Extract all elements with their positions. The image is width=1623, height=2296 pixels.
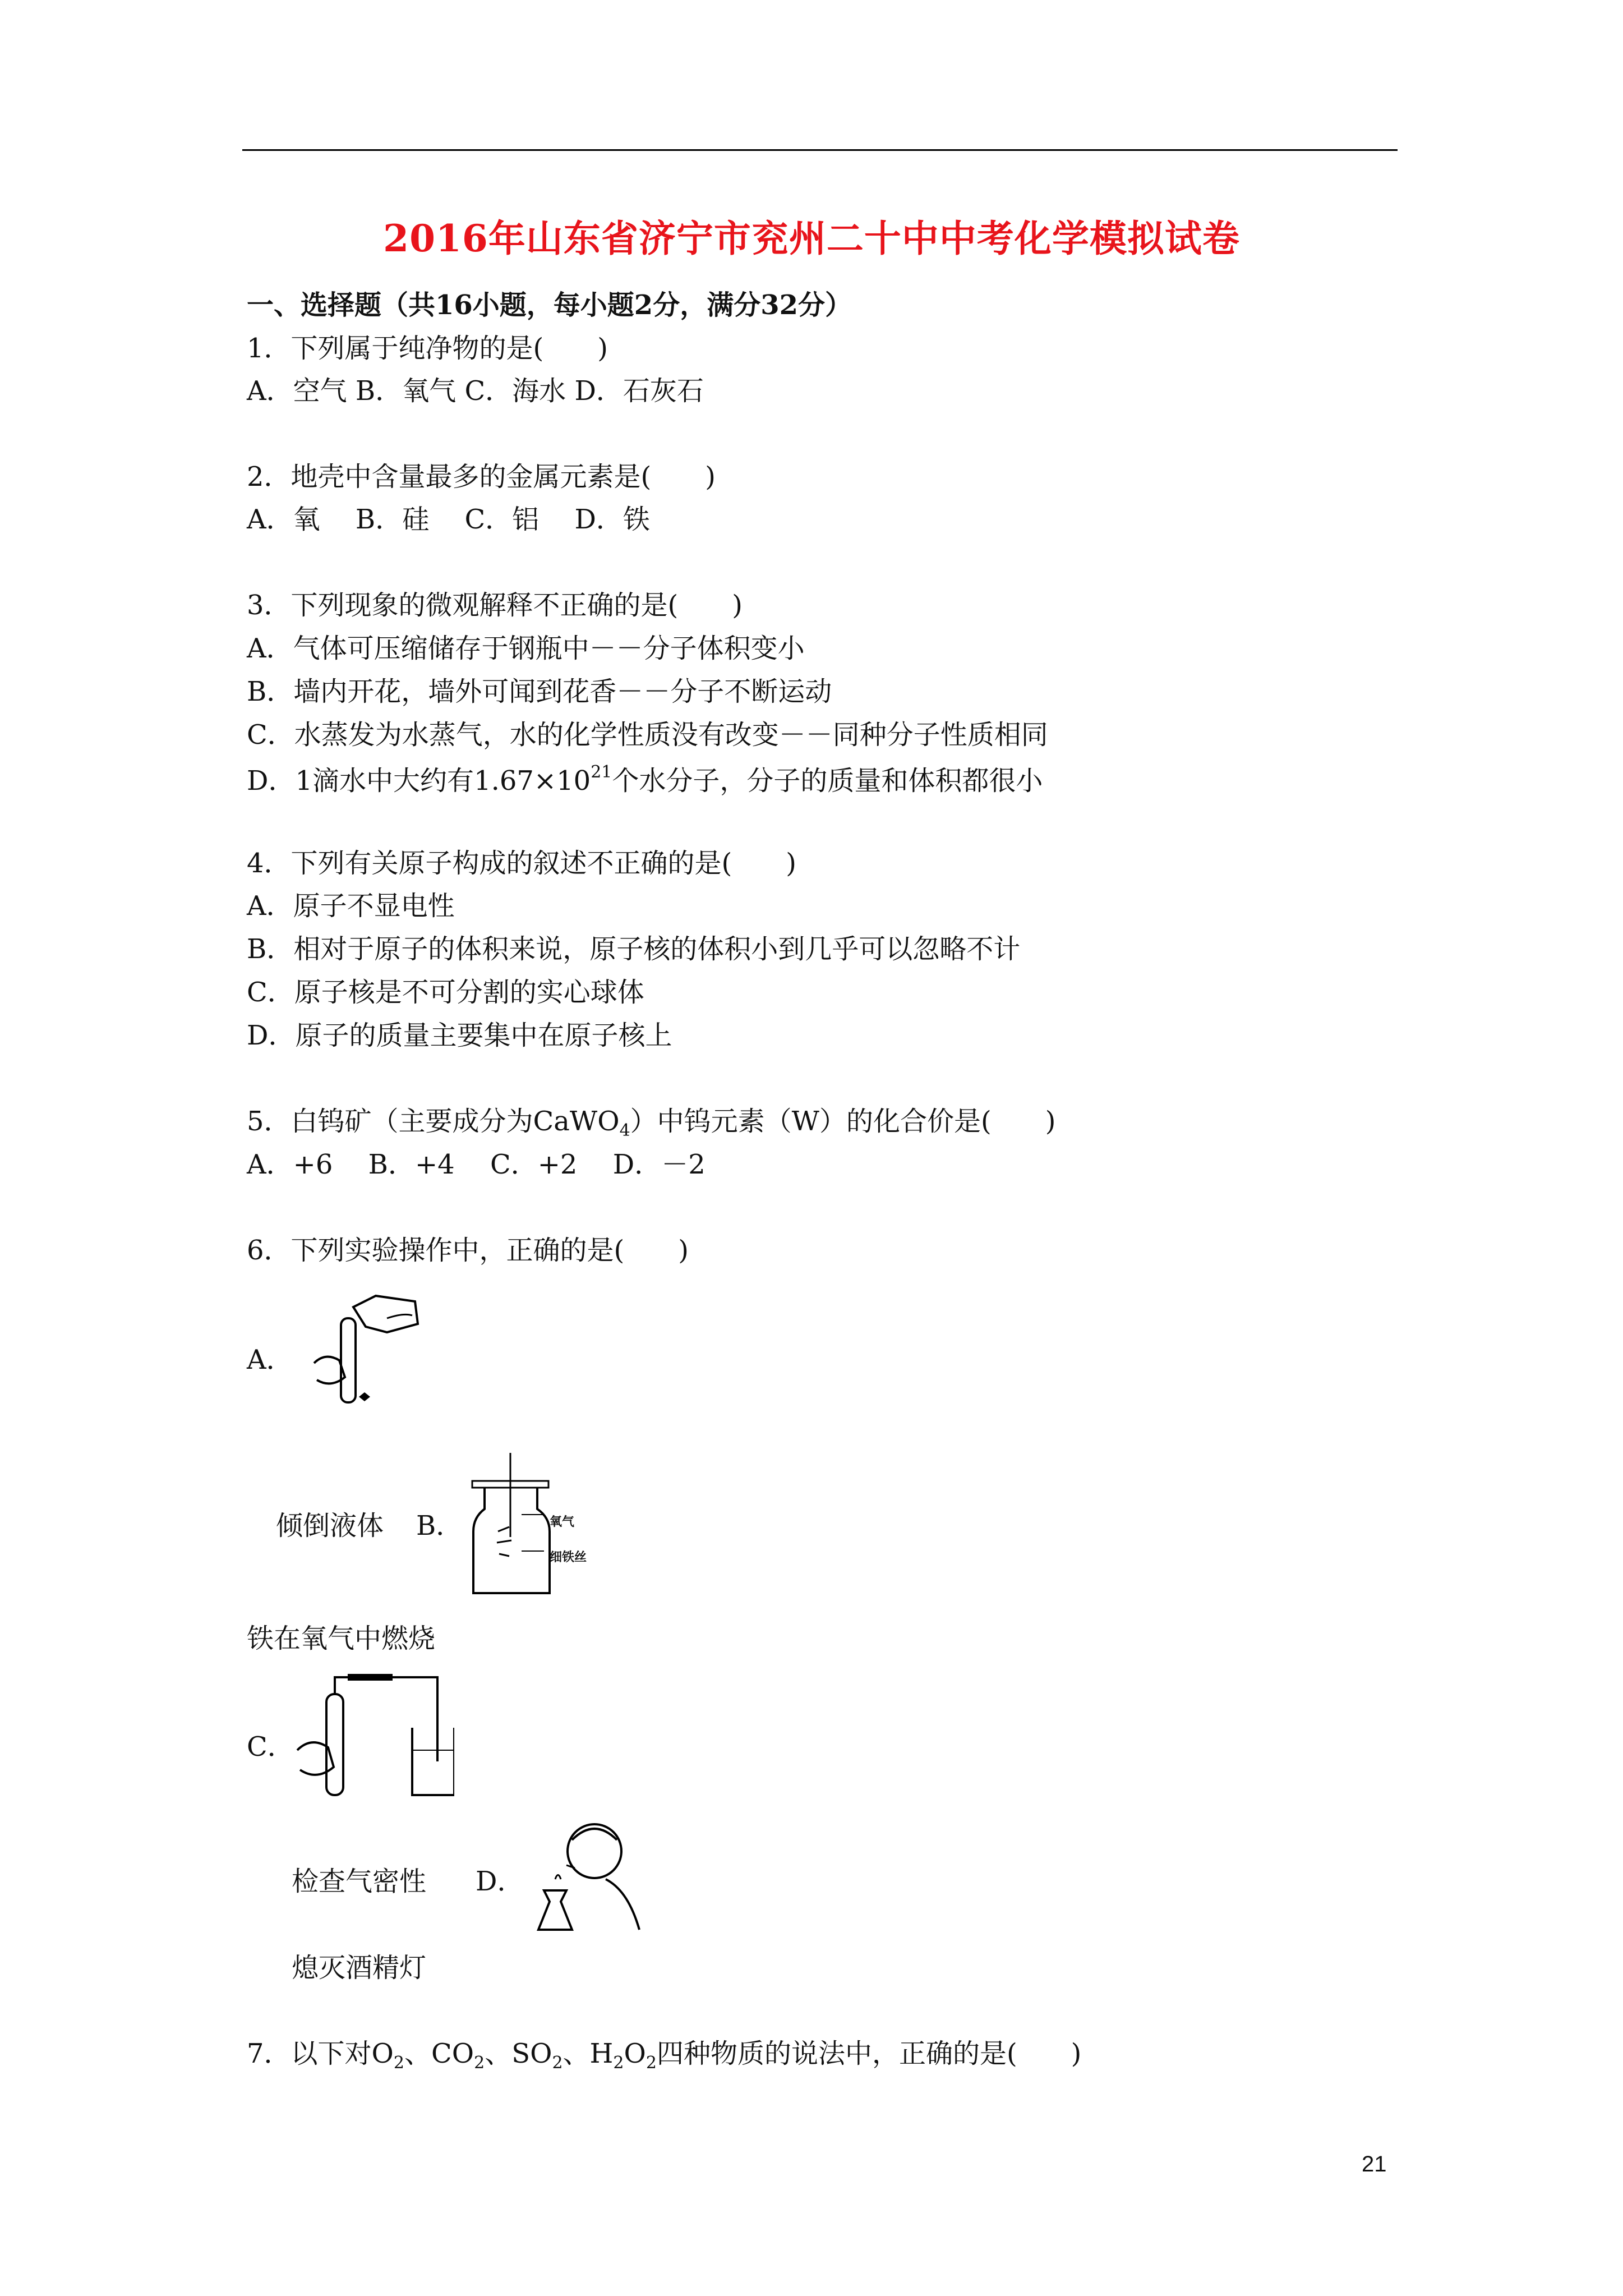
q3-option-b: B．墙内开花，墙外可闻到花香－－分子不断运动 xyxy=(247,676,832,707)
q5-stem-post: ）中钨元素（W）的化合价是( ) xyxy=(630,1106,1056,1137)
q6-caption-c: 检查气密性 xyxy=(292,1866,427,1897)
fig-b-label-oxygen: 氧气 xyxy=(550,1515,575,1529)
q1-options: A．空气 B．氧气 C．海水 D．石灰石 xyxy=(247,375,704,407)
q6-label-b: B． xyxy=(416,1510,463,1542)
section-heading: 一、选择题（共16小题，每小题2分，满分32分） xyxy=(247,289,852,321)
airtightness-figure xyxy=(286,1666,454,1806)
q7-sub-3: 2 xyxy=(552,2053,563,2073)
q4-option-b: B．相对于原子的体积来说，原子核的体积小到几乎可以忽略不计 xyxy=(247,933,1021,965)
q3-option-d-post: 个水分子，分子的质量和体积都很小 xyxy=(612,765,1043,797)
q5-stem-pre: 5．白钨矿（主要成分为CaWO xyxy=(247,1106,620,1137)
q4-option-c: C．原子核是不可分割的实心球体 xyxy=(247,977,644,1008)
q5-subscript: 4 xyxy=(619,1121,630,1140)
q7-text-2: 、CO xyxy=(404,2038,474,2069)
q3-option-c: C．水蒸发为水蒸气，水的化学性质没有改变－－同种分子性质相同 xyxy=(247,719,1048,751)
q3-option-d-pre: D．1滴水中大约有1.67×10 xyxy=(247,765,591,797)
q6-label-d: D． xyxy=(476,1866,524,1897)
q4-stem: 4．下列有关原子构成的叙述不正确的是( ) xyxy=(247,848,796,879)
q5-stem xyxy=(247,1108,1055,1139)
q4-option-d: D．原子的质量主要集中在原子核上 xyxy=(247,1020,672,1051)
q7-sub-5: 2 xyxy=(645,2053,657,2073)
q2-options: A．氧 B．硅 C．铝 D．铁 xyxy=(247,504,650,535)
q7-text-5: O xyxy=(624,2038,646,2069)
iron-burning-figure xyxy=(465,1453,594,1604)
q7-text-1: 7．以下对O xyxy=(247,2038,394,2069)
q6-caption-b: 铁在氧气中燃烧 xyxy=(247,1623,436,1654)
page-title: 2016年山东省济宁市兖州二十中中考化学模拟试卷 xyxy=(383,217,1240,260)
q7-sub-4: 2 xyxy=(613,2053,624,2073)
q2-stem: 2．地壳中含量最多的金属元素是( ) xyxy=(247,461,716,493)
q3-exponent: 21 xyxy=(591,762,612,782)
q7-text-3: 、SO xyxy=(485,2038,552,2069)
q7-sub-1: 2 xyxy=(393,2053,404,2073)
q7-text-4: 、H xyxy=(562,2038,614,2069)
fig-b-label-iron-wire: 细铁丝 xyxy=(550,1550,587,1565)
pour-liquid-figure xyxy=(303,1285,432,1414)
header-rule xyxy=(242,149,1398,151)
q6-caption-a: 倾倒液体 xyxy=(276,1510,384,1542)
q1-stem: 1．下列属于纯净物的是( ) xyxy=(247,333,608,364)
q7-sub-2: 2 xyxy=(474,2053,485,2073)
q5-options: A．+6 B．+4 C．+2 D．－2 xyxy=(247,1149,706,1180)
q3-option-d xyxy=(247,762,1043,797)
extinguish-lamp-figure xyxy=(527,1818,656,1947)
q3-option-a: A．气体可压缩储存于钢瓶中－－分子体积变小 xyxy=(247,633,805,664)
page-number: 21 xyxy=(1362,2152,1387,2177)
q7-stem xyxy=(247,2040,1081,2072)
q3-stem: 3．下列现象的微观解释不正确的是( ) xyxy=(247,590,743,621)
q6-caption-d: 熄灭酒精灯 xyxy=(292,1952,427,1984)
q6-stem: 6．下列实验操作中，正确的是( ) xyxy=(247,1235,689,1266)
q4-option-a: A．原子不显电性 xyxy=(247,890,455,922)
q6-label-c: C． xyxy=(247,1731,294,1763)
q6-label-a: A． xyxy=(247,1344,293,1375)
q7-text-6: 四种物质的说法中，正确的是( ) xyxy=(656,2038,1082,2069)
